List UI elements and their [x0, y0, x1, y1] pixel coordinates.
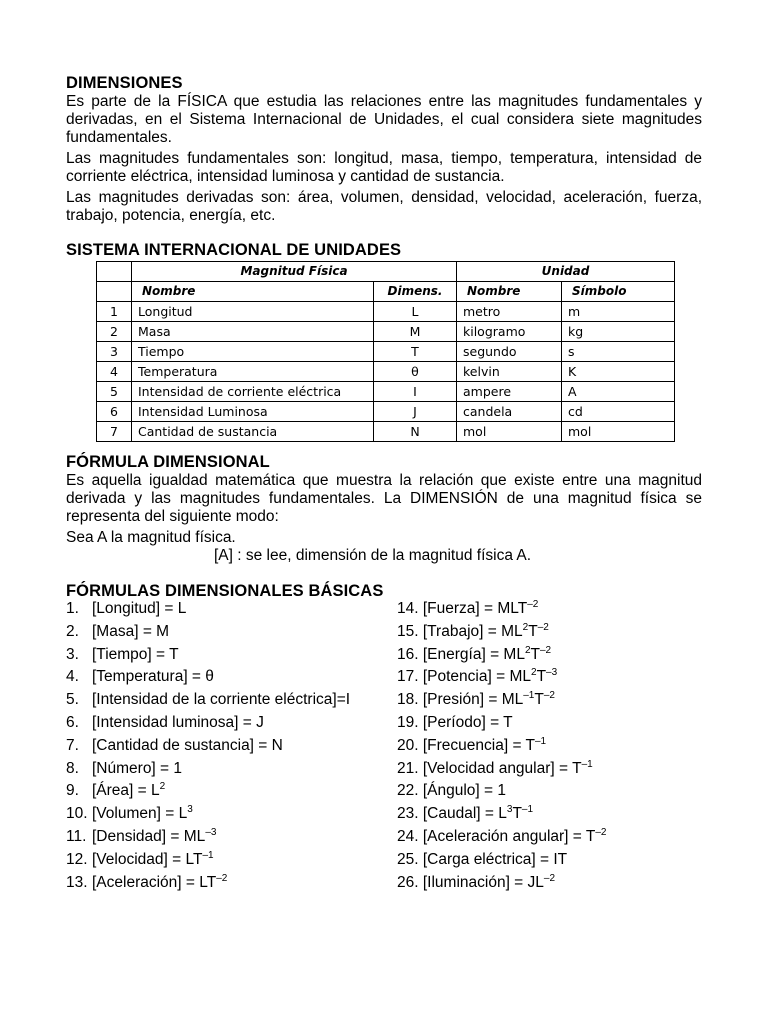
magnitud-dimension: L [374, 302, 457, 322]
formula-number: 18. [397, 691, 423, 709]
table-column-header [97, 282, 675, 302]
formula-item [397, 805, 533, 823]
formula-number: 13. [66, 873, 88, 891]
formula-number: 25. [397, 850, 423, 868]
formula-number: 4. [66, 668, 79, 686]
formula-item [397, 782, 506, 800]
formula-number: 23. [397, 805, 423, 823]
formula-item [397, 600, 538, 618]
formula-number: 15. [397, 622, 423, 640]
magnitud-nombre: Cantidad de sustancia [132, 422, 374, 442]
table-row [97, 342, 675, 362]
formula-text: [Período] = T [422, 714, 513, 731]
magnitud-dimension: N [374, 422, 457, 442]
magnitud-nombre: Longitud [132, 302, 374, 322]
formula-exponent: –3 [546, 667, 558, 679]
formula-item [397, 851, 567, 869]
unidad-simbolo: K [562, 362, 675, 382]
formula-item [66, 828, 216, 846]
formula-text: [Frecuencia] = T [422, 736, 535, 754]
table-group-header [97, 262, 675, 282]
formula-item [66, 737, 283, 755]
formula-exponent: –3 [205, 827, 217, 838]
table-row [97, 422, 675, 442]
unidad-nombre: ampere [457, 382, 562, 402]
formula-exponent: –2 [527, 599, 539, 610]
col-simbolo: Símbolo [562, 282, 675, 302]
heading-sistema-internacional: SISTEMA INTERNACIONAL DE UNIDADES [66, 241, 402, 259]
col-unidad-nombre: Nombre [457, 282, 562, 302]
magnitud-dimension: θ [374, 362, 457, 382]
unidad-nombre: segundo [457, 342, 562, 362]
heading-formulas-basicas: FÓRMULAS DIMENSIONALES BÁSICAS [66, 582, 384, 600]
group-magnitud-fisica: Magnitud Física [132, 262, 457, 282]
formula-number: 16. [397, 645, 423, 663]
paragraph-fundamentales: Las magnitudes fundamentales son: longitud, masa, tiempo, temperatura, intensidad de corriente eléctrica, intensidad luminosa y cantidad de sustancia. [66, 150, 702, 185]
formula-text: [Trabajo] = ML [422, 622, 523, 640]
row-number: 1 [97, 302, 132, 322]
formula-number: 3. [66, 645, 79, 663]
section-formula-dimensional [66, 453, 702, 565]
formula-item [397, 714, 513, 732]
paragraph-se-lee: [A] : se lee, dimensión de la magnitud física A. [214, 547, 532, 564]
formula-text: T [528, 622, 538, 640]
formula-item [397, 828, 606, 846]
formula-text: [Aceleración] = LT [92, 873, 217, 891]
formula-text: [Carga eléctrica] = IT [422, 850, 568, 868]
formula-number: 26. [397, 873, 423, 891]
formula-number: 9. [66, 782, 79, 800]
magnitud-dimension: J [374, 402, 457, 422]
formula-exponent: –2 [540, 644, 552, 656]
formula-text: [Presión] = ML [422, 691, 524, 709]
formula-number: 12. [66, 850, 88, 868]
formula-text: [Fuerza] = MLT [422, 600, 528, 617]
formula-exponent: –2 [595, 827, 607, 838]
formula-exponent: 2 [159, 781, 166, 793]
formula-number: 20. [397, 736, 423, 754]
empty-header-cell [97, 282, 132, 302]
formula-exponent: –1 [535, 735, 547, 747]
formula-item [66, 714, 264, 732]
formula-exponent: –1 [523, 690, 535, 702]
unidad-simbolo: A [562, 382, 675, 402]
formula-exponent: 3 [187, 804, 193, 816]
formula-number: 2. [66, 622, 79, 640]
unidad-simbolo: cd [562, 402, 675, 422]
formula-item [66, 851, 214, 869]
formula-text: [Cantidad de sustancia] = N [92, 736, 283, 754]
formula-item [66, 760, 182, 778]
formula-item [66, 691, 350, 709]
formula-exponent: –1 [202, 849, 214, 861]
unidad-simbolo: m [562, 302, 675, 322]
formula-item [397, 737, 546, 755]
formula-text: [Tiempo] = T [92, 645, 179, 663]
formula-number: 11. [66, 828, 87, 845]
unidad-nombre: metro [457, 302, 562, 322]
section-dimensiones [66, 74, 702, 225]
col-dimens: Dimens. [374, 282, 457, 302]
table-row [97, 322, 675, 342]
formula-item [397, 646, 551, 664]
formula-text: [Intensidad de la corriente eléctrica]=I [92, 691, 351, 709]
formula-exponent: –2 [537, 621, 549, 633]
col-nombre: Nombre [132, 282, 374, 302]
empty-header-cell [97, 262, 132, 282]
units-table [96, 261, 675, 442]
row-number: 7 [97, 422, 132, 442]
magnitud-dimension: T [374, 342, 457, 362]
formula-exponent: 3 [506, 804, 513, 816]
formula-item [66, 782, 165, 800]
formula-exponent: –2 [543, 690, 555, 702]
formula-number: 7. [66, 736, 79, 754]
formula-text: [Ángulo] = 1 [422, 782, 507, 800]
formula-text: [Iluminación] = JL [422, 873, 544, 891]
formula-item [397, 668, 557, 686]
formula-number: 1. [66, 600, 79, 617]
formula-number: 8. [66, 759, 79, 777]
formula-text: T [536, 668, 547, 686]
formula-item [397, 691, 555, 709]
table-row [97, 382, 675, 402]
unidad-nombre: candela [457, 402, 562, 422]
formula-text: T [512, 805, 522, 823]
formula-exponent: 2 [524, 644, 531, 656]
formula-number: 21. [397, 759, 423, 777]
formula-text: [Velocidad] = LT [92, 850, 203, 868]
paragraph-formula-definition: Es aquella igualdad matemática que muestra la relación que existe entre una magnitud derivada y las magnitudes fundamentales. La DIMENSIÓN de una magnitud física se representa del siguiente modo: [66, 472, 702, 525]
formula-text: T [534, 691, 544, 709]
formula-item [66, 623, 169, 641]
formula-item [397, 874, 555, 892]
formula-item [66, 600, 186, 618]
formula-text: [Longitud] = L [92, 600, 187, 617]
table-row [97, 402, 675, 422]
formula-exponent: –2 [216, 872, 228, 884]
formula-number: 17. [397, 668, 423, 686]
unidad-simbolo: s [562, 342, 675, 362]
heading-formula-dimensional: FÓRMULA DIMENSIONAL [66, 453, 270, 471]
formula-number: 19. [397, 714, 423, 731]
unidad-nombre: mol [457, 422, 562, 442]
paragraph-definition: Es parte de la FÍSICA que estudia las relaciones entre las magnitudes fundamentales y derivadas, en el Sistema Internacional de Unidades, el cual considera siete magnitudes fundamentales. [66, 93, 702, 146]
formula-text: [Velocidad angular] = T [422, 759, 582, 777]
formula-exponent: 2 [522, 621, 529, 633]
formula-exponent: –1 [521, 804, 534, 816]
formula-text: [Volumen] = L [92, 805, 188, 823]
magnitud-nombre: Temperatura [132, 362, 374, 382]
group-unidad: Unidad [457, 262, 675, 282]
row-number: 5 [97, 382, 132, 402]
formula-text: T [530, 645, 540, 663]
formula-text: [Energía] = ML [422, 645, 525, 663]
table-row [97, 302, 675, 322]
formula-text: [Potencia] = ML [422, 668, 531, 686]
formula-item [66, 646, 179, 664]
formula-text: [Área] = L [92, 782, 160, 800]
table-row [97, 362, 675, 382]
formula-text: [Caudal] = L [422, 805, 507, 823]
formula-item [66, 805, 193, 823]
formula-text: [Masa] = M [92, 622, 170, 640]
formula-text: [Número] = 1 [92, 759, 183, 777]
formula-exponent: –1 [581, 758, 593, 770]
magnitud-nombre: Intensidad Luminosa [132, 402, 374, 422]
heading-dimensiones: DIMENSIONES [66, 74, 183, 92]
formula-number: 10. [66, 805, 88, 823]
formula-item [66, 668, 214, 686]
magnitud-nombre: Masa [132, 322, 374, 342]
row-number: 3 [97, 342, 132, 362]
formula-exponent: 2 [531, 667, 537, 679]
unidad-nombre: kelvin [457, 362, 562, 382]
row-number: 4 [97, 362, 132, 382]
formula-text: [Aceleración angular] = T [422, 828, 596, 845]
formula-number: 6. [66, 714, 79, 731]
magnitud-nombre: Intensidad de corriente eléctrica [132, 382, 374, 402]
formula-item [397, 623, 549, 641]
formula-number: 24. [397, 828, 423, 845]
formula-number: 5. [66, 691, 79, 709]
formula-text: [Intensidad luminosa] = J [92, 714, 264, 731]
formula-item [397, 760, 593, 778]
paragraph-derivadas: Las magnitudes derivadas son: área, volumen, densidad, velocidad, aceleración, fuerza, trabajo, potencia, energía, etc. [66, 189, 702, 224]
formula-number: 22. [397, 782, 423, 800]
formula-item [66, 874, 227, 892]
formula-number: 14. [397, 600, 423, 617]
magnitud-nombre: Tiempo [132, 342, 374, 362]
unidad-simbolo: mol [562, 422, 675, 442]
paragraph-sea-a: Sea A la magnitud física. [66, 529, 236, 546]
unidad-simbolo: kg [562, 322, 675, 342]
row-number: 6 [97, 402, 132, 422]
formula-exponent: –2 [543, 872, 556, 884]
formula-text: [Temperatura] = θ [92, 668, 214, 686]
unidad-nombre: kilogramo [457, 322, 562, 342]
magnitud-dimension: M [374, 322, 457, 342]
magnitud-dimension: I [374, 382, 457, 402]
formula-text: [Densidad] = ML [92, 828, 206, 845]
row-number: 2 [97, 322, 132, 342]
